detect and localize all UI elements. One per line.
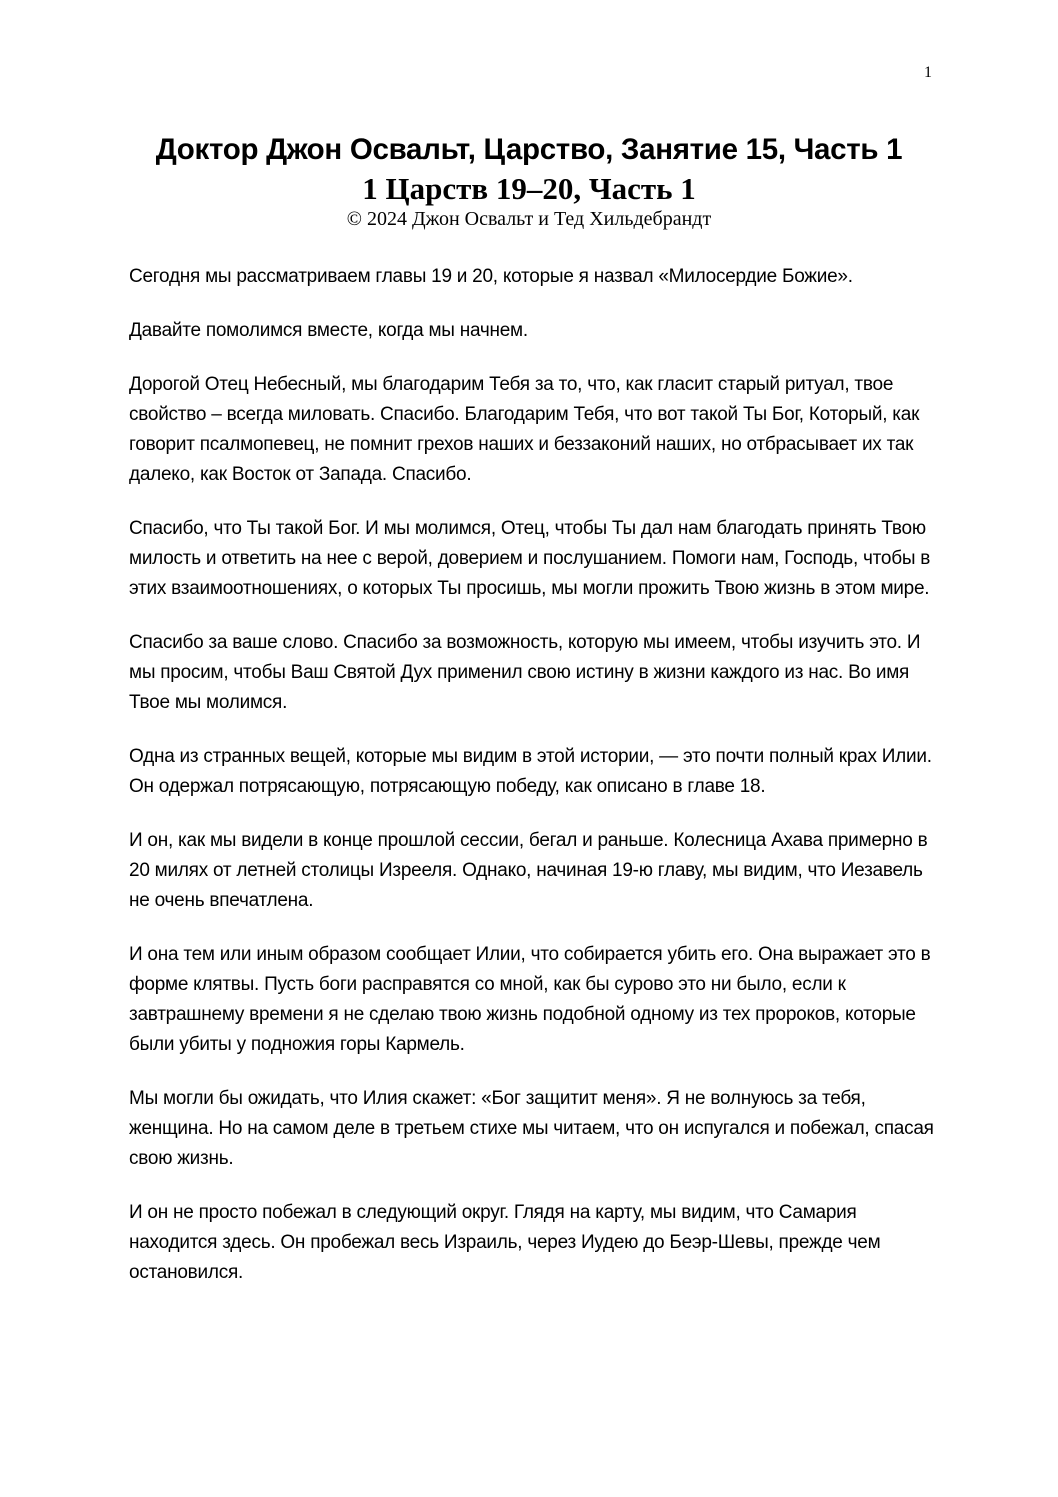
paragraph: И он не просто побежал в следующий округ. Глядя на карту, мы видим, что Самария находится здесь. Он пробежал весь Израиль, через Иудею до Беэр-Шевы, прежде чем остановился. (129, 1202, 881, 1283)
document-header (0, 130, 1058, 230)
paragraph: Давайте помолимся вместе, когда мы начнем. (129, 320, 528, 341)
paragraph: Спасибо, что Ты такой Бог. И мы молимся, Отец, чтобы Ты дал нам благодать принять Твою милость и ответить на нее с верой, доверием и послушанием. Помоги нам, Господь, чтобы в этих взаимоотношениях, о которых Ты просишь, мы могли прожить Твою жизнь в этом мире. (129, 518, 931, 599)
paragraph: Дорогой Отец Небесный, мы благодарим Тебя за то, что, как гласит старый ритуал, твое свойство – всегда миловать. Спасибо. Благодарим Тебя, что вот такой Ты Бог, Который, как говорит псалмопевец, не помнит грехов наших и беззаконий наших, но отбрасывает их так далеко, как Восток от Запада. Спасибо. (129, 374, 920, 485)
paragraph: Спасибо за ваше слово. Спасибо за возможность, которую мы имеем, чтобы изучить это. И мы просим, чтобы Ваш Святой Дух применил свою истину в жизни каждого из нас. Во имя Твое мы молимся. (129, 632, 921, 713)
paragraph: И она тем или иным образом сообщает Илии, что собирается убить его. Она выражает это в форме клятвы. Пусть боги расправятся со мной, как бы сурово это ни было, если к завтрашнему времени я не сделаю твою жизнь подобной одному из тех пророков, которые были убиты у подножия горы Кармель. (129, 944, 931, 1055)
paragraph: Мы могли бы ожидать, что Илия скажет: «Бог защитит меня». Я не волнуюсь за тебя, женщина. Но на самом деле в третьем стихе мы читаем, что он испугался и побежал, спасая свою жизнь. (129, 1088, 934, 1169)
document-title: Доктор Джон Освальт, Царство, Занятие 15, Часть 1 (155, 133, 903, 166)
page-number: 1 (924, 64, 932, 81)
paragraph: И он, как мы видели в конце прошлой сессии, бегал и раньше. Колесница Ахава примерно в 20 милях от летней столицы Изрееля. Однако, начиная 19-ю главу, мы видим, что Иезавель не очень впечатлена. (129, 830, 928, 911)
paragraph: Сегодня мы рассматриваем главы 19 и 20, которые я назвал «Милосердие Божие». (129, 266, 853, 287)
document-body (129, 262, 939, 1312)
document-subtitle: 1 Царств 19–20, Часть 1 (362, 171, 696, 206)
copyright-line: © 2024 Джон Освальт и Тед Хильдебрандт (346, 208, 712, 230)
paragraph: Одна из странных вещей, которые мы видим в этой истории, — это почти полный крах Илии. Он одержал потрясающую, потрясающую победу, как описано в главе 18. (129, 746, 932, 797)
